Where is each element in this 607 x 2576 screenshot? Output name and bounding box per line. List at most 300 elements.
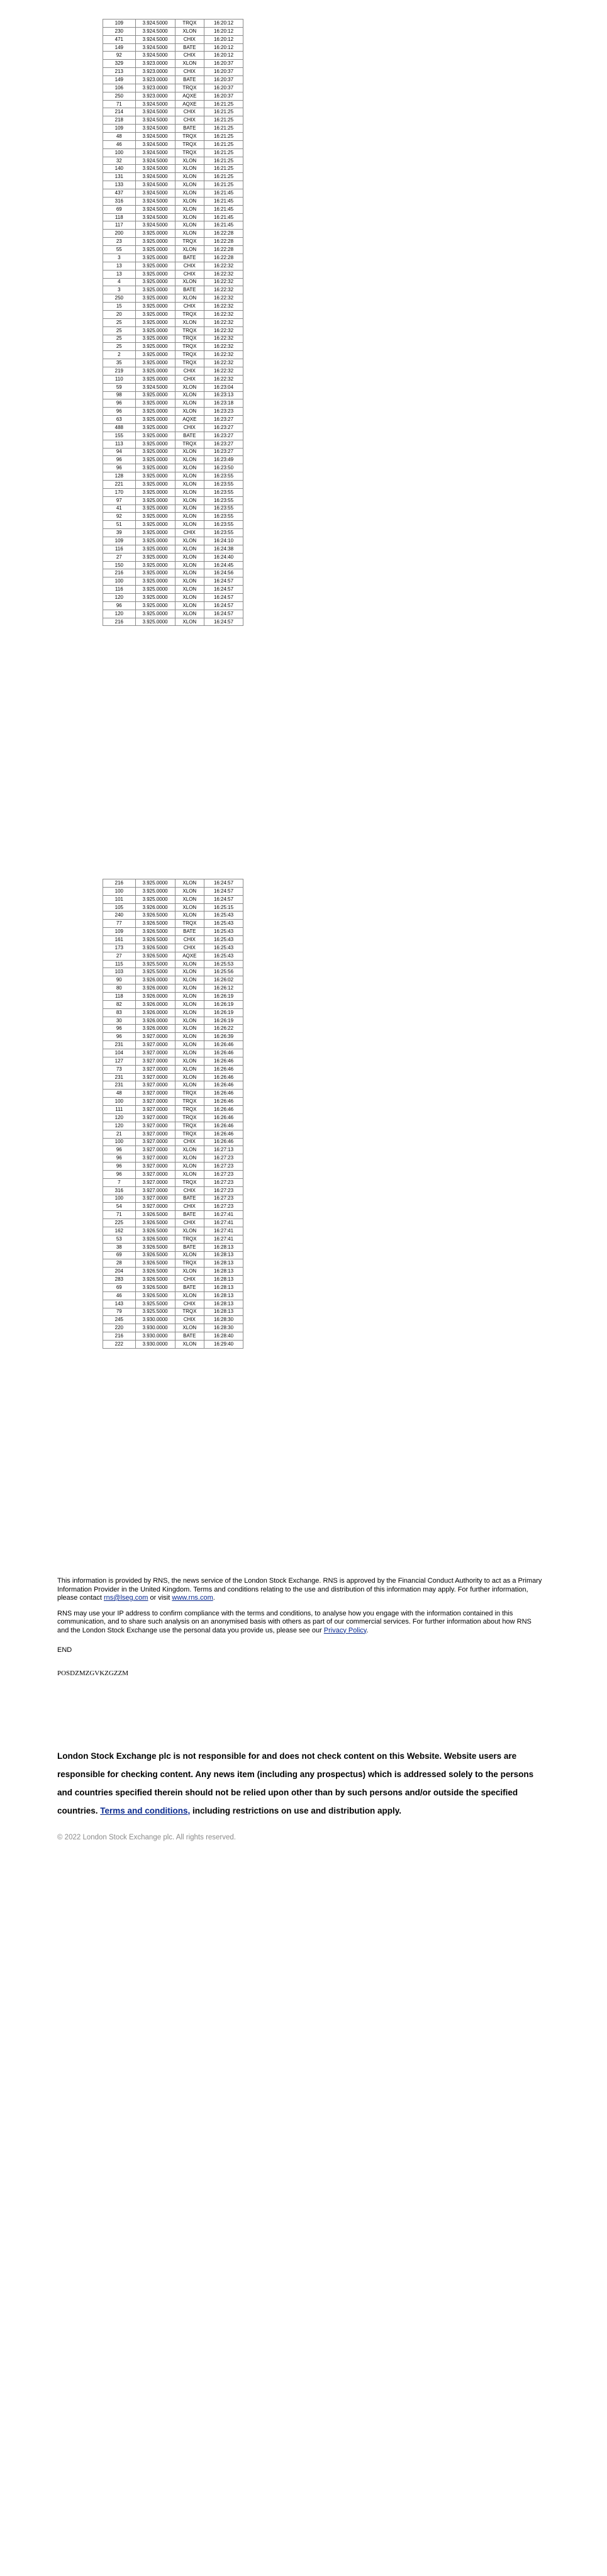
trade-venue-cell: XLON (175, 1163, 204, 1171)
trade-time-cell: 16:20:37 (204, 84, 243, 92)
trade-time-cell: 16:22:32 (204, 303, 243, 311)
trade-time-cell: 16:21:25 (204, 157, 243, 165)
trade-volume-cell: 222 (103, 1340, 136, 1348)
trade-time-cell: 16:28:30 (204, 1316, 243, 1324)
trade-time-cell: 16:27:23 (204, 1170, 243, 1178)
trade-price-cell: 3.927.0000 (135, 1065, 175, 1073)
trade-venue-cell: XLON (175, 976, 204, 984)
trade-time-cell: 16:26:46 (204, 1122, 243, 1130)
trade-price-cell: 3.926.0000 (135, 1017, 175, 1025)
trade-time-cell: 16:22:28 (204, 246, 243, 254)
trade-volume-cell: 103 (103, 968, 136, 976)
trade-row (103, 529, 243, 537)
trade-price-cell: 3.925.0000 (135, 569, 175, 577)
trade-price-cell: 3.924.5000 (135, 221, 175, 230)
trade-volume-cell: 316 (103, 1186, 136, 1195)
trade-row (103, 1219, 243, 1227)
trade-row (103, 68, 243, 76)
trade-volume-cell: 140 (103, 165, 136, 173)
trade-price-cell: 3.930.0000 (135, 1324, 175, 1332)
trade-row (103, 391, 243, 399)
trade-time-cell: 16:26:46 (204, 1073, 243, 1081)
trade-price-cell: 3.923.0000 (135, 76, 175, 84)
trade-time-cell: 16:20:12 (204, 43, 243, 52)
trade-price-cell: 3.923.0000 (135, 60, 175, 68)
trade-time-cell: 16:23:27 (204, 416, 243, 424)
trade-venue-cell: TRQX (175, 335, 204, 343)
trade-price-cell: 3.925.0000 (135, 375, 175, 383)
trade-venue-cell: XLON (175, 586, 204, 594)
trade-volume-cell: 214 (103, 108, 136, 116)
trade-row (103, 464, 243, 472)
trade-time-cell: 16:21:25 (204, 165, 243, 173)
trade-price-cell: 3.926.0000 (135, 1025, 175, 1033)
trade-price-cell: 3.927.0000 (135, 1049, 175, 1057)
trade-price-cell: 3.926.5000 (135, 1243, 175, 1251)
trade-time-cell: 16:22:32 (204, 278, 243, 286)
trade-time-cell: 16:28:13 (204, 1291, 243, 1300)
trade-row (103, 968, 243, 976)
trade-venue-cell: XLON (175, 278, 204, 286)
trade-time-cell: 16:27:41 (204, 1227, 243, 1235)
trade-venue-cell: BATE (175, 125, 204, 133)
trade-price-cell: 3.927.0000 (135, 1057, 175, 1065)
trade-row (103, 1098, 243, 1106)
trade-row (103, 895, 243, 903)
trade-venue-cell: CHIX (175, 423, 204, 432)
trade-row (103, 262, 243, 270)
trade-row (103, 125, 243, 133)
trade-volume-cell: 149 (103, 76, 136, 84)
trade-venue-cell: CHIX (175, 303, 204, 311)
trade-price-cell: 3.925.0000 (135, 238, 175, 246)
trade-venue-cell: XLON (175, 545, 204, 553)
trade-time-cell: 16:20:12 (204, 27, 243, 35)
trade-time-cell: 16:23:49 (204, 456, 243, 464)
trade-venue-cell: CHIX (175, 1276, 204, 1284)
trade-time-cell: 16:27:23 (204, 1163, 243, 1171)
trade-volume-cell: 110 (103, 375, 136, 383)
trade-volume-cell: 109 (103, 125, 136, 133)
trade-time-cell: 16:26:46 (204, 1130, 243, 1138)
trade-price-cell: 3.925.0000 (135, 545, 175, 553)
trade-time-cell: 16:22:32 (204, 326, 243, 335)
trade-volume-cell: 23 (103, 238, 136, 246)
trade-volume-cell: 283 (103, 1276, 136, 1284)
trade-volume-cell: 15 (103, 303, 136, 311)
trade-row (103, 960, 243, 968)
trade-row (103, 27, 243, 35)
trade-row (103, 1340, 243, 1348)
trade-venue-cell: XLON (175, 993, 204, 1001)
trade-row (103, 221, 243, 230)
trade-row (103, 108, 243, 116)
trade-row (103, 944, 243, 952)
trade-time-cell: 16:20:12 (204, 52, 243, 60)
trade-venue-cell: XLON (175, 887, 204, 895)
trade-venue-cell: BATE (175, 1211, 204, 1219)
trade-volume-cell: 230 (103, 27, 136, 35)
trade-row (103, 472, 243, 481)
trade-volume-cell: 216 (103, 1332, 136, 1341)
trade-volume-cell: 96 (103, 408, 136, 416)
trade-price-cell: 3.925.5000 (135, 960, 175, 968)
trade-venue-cell: TRQX (175, 1130, 204, 1138)
trade-row (103, 1033, 243, 1041)
trade-row (103, 326, 243, 335)
trade-volume-cell: 97 (103, 496, 136, 505)
trade-row (103, 116, 243, 125)
trade-volume-cell: 82 (103, 1000, 136, 1008)
trade-time-cell: 16:28:13 (204, 1251, 243, 1259)
trade-venue-cell: CHIX (175, 529, 204, 537)
trade-volume-cell: 143 (103, 1300, 136, 1308)
trade-venue-cell: AQXE (175, 92, 204, 100)
trade-row (103, 912, 243, 920)
privacy-policy-link[interactable]: Privacy Policy (323, 1626, 367, 1634)
trade-row (103, 586, 243, 594)
trade-row (103, 456, 243, 464)
trade-price-cell: 3.927.0000 (135, 1081, 175, 1090)
trade-venue-cell: XLON (175, 27, 204, 35)
trade-row (103, 181, 243, 189)
trade-price-cell: 3.925.0000 (135, 432, 175, 440)
trade-price-cell: 3.925.0000 (135, 577, 175, 586)
trade-venue-cell: XLON (175, 618, 204, 626)
trade-time-cell: 16:22:28 (204, 238, 243, 246)
trade-volume-cell: 25 (103, 326, 136, 335)
trade-volume-cell: 54 (103, 1203, 136, 1211)
trade-time-cell: 16:24:57 (204, 887, 243, 895)
trade-volume-cell: 55 (103, 246, 136, 254)
trade-time-cell: 16:25:56 (204, 968, 243, 976)
trade-volume-cell: 30 (103, 1017, 136, 1025)
trade-venue-cell: CHIX (175, 108, 204, 116)
trade-volume-cell: 63 (103, 416, 136, 424)
trade-volume-cell: 96 (103, 399, 136, 408)
trade-row (103, 416, 243, 424)
trade-time-cell: 16:23:50 (204, 464, 243, 472)
rns-website-link[interactable]: www.rns.com (172, 1594, 213, 1602)
trade-row (103, 1291, 243, 1300)
trade-volume-cell: 25 (103, 318, 136, 326)
trade-row (103, 100, 243, 108)
trade-volume-cell: 471 (103, 35, 136, 43)
trade-venue-cell: TRQX (175, 84, 204, 92)
trade-price-cell: 3.927.0000 (135, 1195, 175, 1203)
trade-time-cell: 16:25:43 (204, 920, 243, 928)
trade-price-cell: 3.925.0000 (135, 586, 175, 594)
trade-volume-cell: 231 (103, 1073, 136, 1081)
trade-time-cell: 16:23:27 (204, 432, 243, 440)
trade-volume-cell: 109 (103, 928, 136, 936)
trade-time-cell: 16:27:23 (204, 1203, 243, 1211)
trade-venue-cell: XLON (175, 246, 204, 254)
trade-row (103, 92, 243, 100)
trade-row (103, 1090, 243, 1098)
trade-volume-cell: 25 (103, 335, 136, 343)
trade-time-cell: 16:27:13 (204, 1146, 243, 1154)
trade-venue-cell: XLON (175, 456, 204, 464)
trade-row (103, 521, 243, 529)
lse-notice-text: London Stock Exchange plc is not responsible for and does not check content on this Website. Website users are responsible for checking content. Any news item (including any prospectus) which is addressed solely to the persons and countries specified therein should not be relied upon other than by such persons and/or outside the specified countries. (57, 1751, 534, 1815)
trade-volume-cell: 25 (103, 343, 136, 351)
trade-venue-cell: BATE (175, 1332, 204, 1341)
trade-venue-cell: BATE (175, 43, 204, 52)
disclaimer-text: This information is provided by RNS, the news service of the London Stock Exchange. RNS is approved by the Financial Conduct Authority to act as a Primary Information Provider in the United Kingdom. Terms and conditions relating to the use and distribution of this information may apply. For further information, please contact (57, 1577, 542, 1602)
end-label: END (57, 1646, 72, 1654)
trade-row (103, 246, 243, 254)
trade-time-cell: 16:26:19 (204, 1008, 243, 1017)
trade-venue-cell: BATE (175, 928, 204, 936)
trade-time-cell: 16:22:32 (204, 343, 243, 351)
trade-venue-cell: TRQX (175, 1178, 204, 1186)
trade-price-cell: 3.925.0000 (135, 310, 175, 318)
trade-venue-cell: TRQX (175, 238, 204, 246)
trade-price-cell: 3.926.0000 (135, 993, 175, 1001)
trade-price-cell: 3.927.0000 (135, 1130, 175, 1138)
trade-volume-cell: 316 (103, 197, 136, 205)
trade-price-cell: 3.926.5000 (135, 1251, 175, 1259)
trade-volume-cell: 170 (103, 488, 136, 496)
trade-price-cell: 3.925.0000 (135, 254, 175, 262)
trade-price-cell: 3.925.5000 (135, 1308, 175, 1316)
trade-price-cell: 3.924.5000 (135, 140, 175, 148)
trade-volume-cell: 80 (103, 984, 136, 993)
rns-email-link[interactable]: rns@lseg.com (104, 1594, 148, 1602)
trade-volume-cell: 117 (103, 221, 136, 230)
trade-time-cell: 16:26:46 (204, 1041, 243, 1049)
trade-price-cell: 3.925.0000 (135, 505, 175, 513)
trade-volume-cell: 13 (103, 262, 136, 270)
trade-time-cell: 16:26:46 (204, 1113, 243, 1122)
trade-venue-cell: TRQX (175, 1090, 204, 1098)
trade-price-cell: 3.924.5000 (135, 100, 175, 108)
trade-time-cell: 16:28:13 (204, 1268, 243, 1276)
trade-price-cell: 3.923.0000 (135, 84, 175, 92)
trade-row (103, 1259, 243, 1268)
trade-venue-cell: XLON (175, 1154, 204, 1163)
trade-row (103, 278, 243, 286)
trade-venue-cell: TRQX (175, 133, 204, 141)
trade-volume-cell: 162 (103, 1227, 136, 1235)
trade-row (103, 318, 243, 326)
trade-venue-cell: XLON (175, 391, 204, 399)
trade-volume-cell: 329 (103, 60, 136, 68)
trade-volume-cell: 120 (103, 610, 136, 618)
trade-venue-cell: XLON (175, 505, 204, 513)
trade-time-cell: 16:23:55 (204, 529, 243, 537)
trade-price-cell: 3.926.5000 (135, 928, 175, 936)
trade-venue-cell: TRQX (175, 359, 204, 367)
trade-price-cell: 3.925.0000 (135, 246, 175, 254)
trade-venue-cell: XLON (175, 399, 204, 408)
trade-price-cell: 3.926.5000 (135, 952, 175, 960)
trade-volume-cell: 133 (103, 181, 136, 189)
trade-row (103, 1000, 243, 1008)
trade-venue-cell: TRQX (175, 1106, 204, 1114)
trade-price-cell: 3.925.0000 (135, 262, 175, 270)
trade-volume-cell: 161 (103, 936, 136, 944)
trade-volume-cell: 113 (103, 440, 136, 448)
trade-time-cell: 16:23:23 (204, 408, 243, 416)
trade-price-cell: 3.926.0000 (135, 976, 175, 984)
trade-price-cell: 3.925.0000 (135, 318, 175, 326)
trade-row (103, 432, 243, 440)
trade-time-cell: 16:21:25 (204, 116, 243, 125)
trade-row (103, 952, 243, 960)
trade-price-cell: 3.926.5000 (135, 1227, 175, 1235)
trade-price-cell: 3.925.0000 (135, 335, 175, 343)
rns-disclaimer-paragraph-1 (57, 1577, 543, 1603)
trade-volume-cell: 77 (103, 920, 136, 928)
trade-volume-cell: 240 (103, 912, 136, 920)
trade-row (103, 205, 243, 213)
trade-time-cell: 16:23:27 (204, 423, 243, 432)
trade-venue-cell: XLON (175, 1041, 204, 1049)
trade-venue-cell: XLON (175, 488, 204, 496)
trade-volume-cell: 218 (103, 116, 136, 125)
trade-row (103, 52, 243, 60)
trade-venue-cell: XLON (175, 1251, 204, 1259)
trade-row (103, 1122, 243, 1130)
trade-price-cell: 3.927.0000 (135, 1041, 175, 1049)
trade-time-cell: 16:21:45 (204, 205, 243, 213)
terms-and-conditions-link[interactable]: Terms and conditions, (100, 1806, 191, 1815)
trades-table-1 (103, 19, 243, 626)
trade-price-cell: 3.925.0000 (135, 610, 175, 618)
trade-price-cell: 3.924.5000 (135, 133, 175, 141)
trade-time-cell: 16:26:46 (204, 1081, 243, 1090)
trade-venue-cell: XLON (175, 221, 204, 230)
trade-row (103, 1332, 243, 1341)
trade-price-cell: 3.926.5000 (135, 1259, 175, 1268)
trade-time-cell: 16:28:13 (204, 1276, 243, 1284)
trade-row (103, 1130, 243, 1138)
trade-venue-cell: XLON (175, 1049, 204, 1057)
trade-volume-cell: 216 (103, 879, 136, 888)
trade-price-cell: 3.925.0000 (135, 343, 175, 351)
trade-price-cell: 3.927.0000 (135, 1146, 175, 1154)
trade-row (103, 561, 243, 569)
trade-volume-cell: 221 (103, 480, 136, 488)
trade-time-cell: 16:28:13 (204, 1300, 243, 1308)
trade-volume-cell: 90 (103, 976, 136, 984)
trade-venue-cell: AQXE (175, 952, 204, 960)
trade-time-cell: 16:22:32 (204, 286, 243, 294)
trade-venue-cell: XLON (175, 173, 204, 181)
trade-venue-cell: XLON (175, 318, 204, 326)
trade-venue-cell: BATE (175, 1283, 204, 1291)
trade-row (103, 213, 243, 221)
trade-row (103, 1300, 243, 1308)
trade-time-cell: 16:29:40 (204, 1340, 243, 1348)
trade-venue-cell: XLON (175, 1000, 204, 1008)
trade-venue-cell: XLON (175, 181, 204, 189)
trade-venue-cell: XLON (175, 1025, 204, 1033)
trade-row (103, 488, 243, 496)
trade-time-cell: 16:24:56 (204, 569, 243, 577)
trade-volume-cell: 38 (103, 1243, 136, 1251)
trade-time-cell: 16:28:13 (204, 1243, 243, 1251)
trade-volume-cell: 116 (103, 586, 136, 594)
trade-volume-cell: 96 (103, 1025, 136, 1033)
trade-price-cell: 3.924.5000 (135, 108, 175, 116)
trade-venue-cell: TRQX (175, 310, 204, 318)
trade-venue-cell: TRQX (175, 140, 204, 148)
trade-time-cell: 16:26:02 (204, 976, 243, 984)
trade-price-cell: 3.925.0000 (135, 456, 175, 464)
trade-venue-cell: XLON (175, 60, 204, 68)
trade-venue-cell: TRQX (175, 920, 204, 928)
trade-volume-cell: 71 (103, 1211, 136, 1219)
trade-volume-cell: 231 (103, 1081, 136, 1090)
trade-volume-cell: 216 (103, 618, 136, 626)
trade-venue-cell: XLON (175, 448, 204, 456)
trade-price-cell: 3.925.5000 (135, 1300, 175, 1308)
trade-row (103, 1324, 243, 1332)
trade-volume-cell: 111 (103, 1106, 136, 1114)
trade-time-cell: 16:21:45 (204, 197, 243, 205)
trade-venue-cell: XLON (175, 521, 204, 529)
trade-venue-cell: XLON (175, 408, 204, 416)
trade-venue-cell: TRQX (175, 148, 204, 157)
trade-time-cell: 16:26:19 (204, 1017, 243, 1025)
trade-time-cell: 16:27:23 (204, 1154, 243, 1163)
trade-venue-cell: XLON (175, 157, 204, 165)
trade-venue-cell: CHIX (175, 944, 204, 952)
trade-row (103, 1049, 243, 1057)
trade-time-cell: 16:23:27 (204, 448, 243, 456)
trade-venue-cell: TRQX (175, 1113, 204, 1122)
trade-price-cell: 3.925.0000 (135, 391, 175, 399)
trade-time-cell: 16:21:25 (204, 181, 243, 189)
trade-row (103, 594, 243, 602)
trade-venue-cell: XLON (175, 912, 204, 920)
trade-volume-cell: 21 (103, 1130, 136, 1138)
trade-row (103, 294, 243, 303)
trade-volume-cell: 96 (103, 1154, 136, 1163)
trade-row (103, 993, 243, 1001)
trade-venue-cell: XLON (175, 601, 204, 610)
trade-price-cell: 3.926.5000 (135, 1268, 175, 1276)
trade-price-cell: 3.924.5000 (135, 197, 175, 205)
trade-price-cell: 3.924.5000 (135, 181, 175, 189)
trade-time-cell: 16:21:25 (204, 133, 243, 141)
trade-row (103, 148, 243, 157)
trade-volume-cell: 100 (103, 887, 136, 895)
trade-venue-cell: XLON (175, 197, 204, 205)
trade-price-cell: 3.927.0000 (135, 1122, 175, 1130)
trade-venue-cell: CHIX (175, 936, 204, 944)
trade-volume-cell: 48 (103, 1090, 136, 1098)
trade-volume-cell: 73 (103, 1065, 136, 1073)
trade-price-cell: 3.925.0000 (135, 326, 175, 335)
trade-price-cell: 3.925.0000 (135, 601, 175, 610)
trade-volume-cell: 69 (103, 1283, 136, 1291)
trade-venue-cell: XLON (175, 513, 204, 521)
trade-time-cell: 16:25:43 (204, 936, 243, 944)
trade-time-cell: 16:20:12 (204, 20, 243, 28)
trade-venue-cell: CHIX (175, 367, 204, 375)
trade-volume-cell: 96 (103, 464, 136, 472)
trade-price-cell: 3.925.0000 (135, 513, 175, 521)
trade-time-cell: 16:24:57 (204, 586, 243, 594)
trade-volume-cell: 200 (103, 230, 136, 238)
trade-price-cell: 3.925.0000 (135, 464, 175, 472)
trade-row (103, 375, 243, 383)
trade-price-cell: 3.927.0000 (135, 1178, 175, 1186)
